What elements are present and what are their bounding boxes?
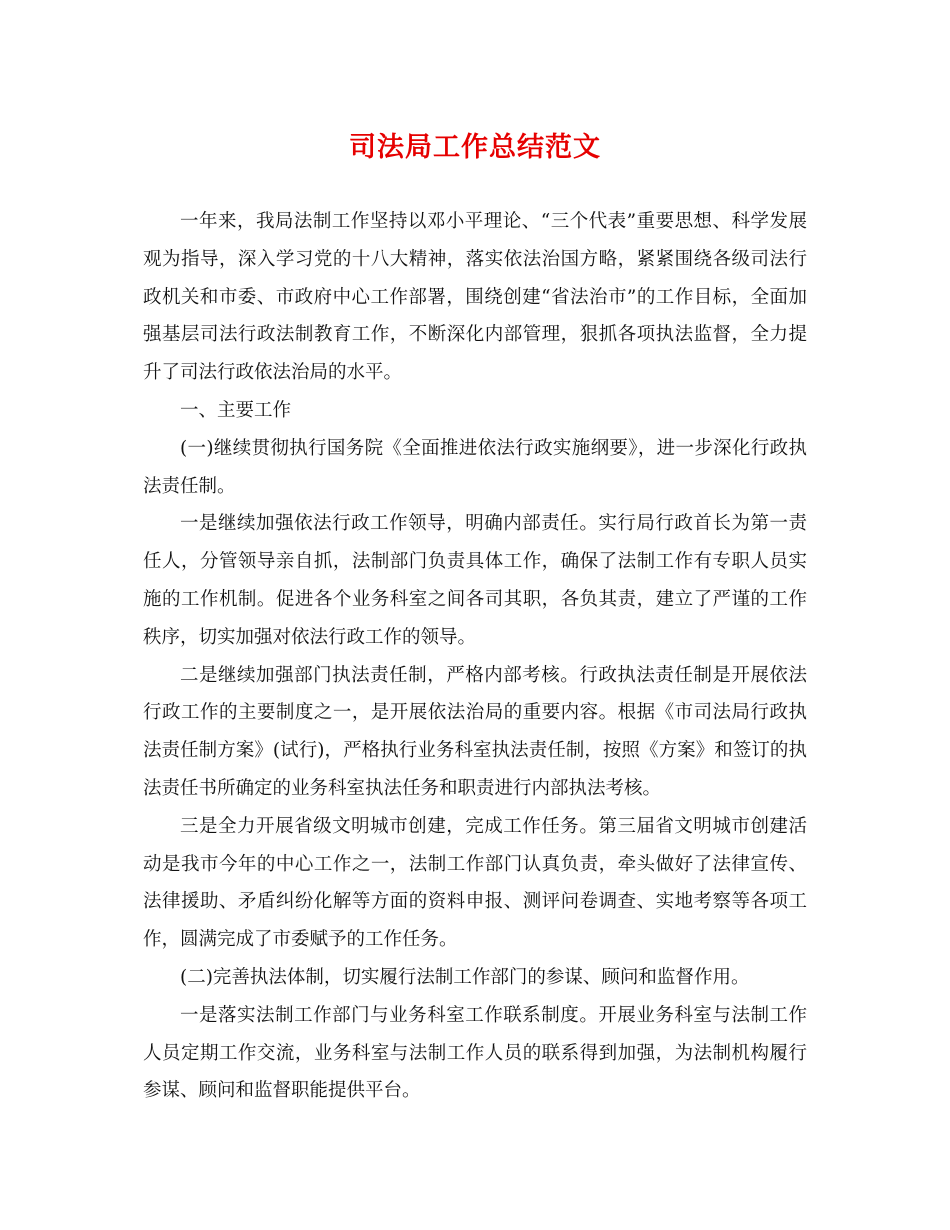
document-title: 司法局工作总结范文 bbox=[349, 132, 601, 163]
paragraph-point-1: 一是继续加强依法行政工作领导，明确内部责任。实行局行政首长为第一责任人，分管领导亲自抓，法制部门负责具体工作，确保了法制工作有专职人员实施的工作机制。促进各个业务科室之间各司其职，各负其责，建立了严谨的工作秩序，切实加强对依法行政工作的领导。 bbox=[143, 513, 807, 648]
subsection-heading-1: (一)继续贯彻执行国务院《全面推进依法行政实施纲要》，进一步深化行政执法责任制。 bbox=[143, 437, 807, 497]
paragraph-point-3: 三是全力开展省级文明城市创建，完成工作任务。第三届省文明城市创建活动是我市今年的中心工作之一，法制工作部门认真负责，牵头做好了法律宣传、法律援助、矛盾纠纷化解等方面的资料申报、测评问卷调查、实地考察等各项工作，圆满完成了市委赋予的工作任务。 bbox=[143, 815, 807, 951]
paragraph-point-4: 一是落实法制工作部门与业务科室工作联系制度。开展业务科室与法制工作人员定期工作交流，业务科室与法制工作人员的联系得到加强，为法制机构履行参谋、顾问和监督职能提供平台。 bbox=[143, 1004, 807, 1102]
subsection-heading-2: (二)完善执法体制，切实履行法制工作部门的参谋、顾问和监督作用。 bbox=[180, 966, 750, 988]
paragraph-intro: 一年来，我局法制工作坚持以邓小平理论、“三个代表”重要思想、科学发展观为指导，深入学习党的十八大精神，落实依法治国方略，紧紧围绕各级司法行政机关和市委、市政府中心工作部署，围绕创建“省法治市”的工作目标，全面加强基层司法行政法制教育工作，不断深化内部管理，狠抓各项执法监督，全力提升了司法行政依法治局的水平。 bbox=[143, 211, 807, 384]
document-body bbox=[143, 203, 807, 1110]
paragraph-point-2: 二是继续加强部门执法责任制，严格内部考核。行政执法责任制是开展依法行政工作的主要制度之一，是开展依法治局的重要内容。根据《市司法局行政执法责任制方案》(试行)，严格执行业务科室执法责任制，按照《方案》和签订的执法责任书所确定的业务科室执法任务和职责进行内部执法考核。 bbox=[143, 664, 807, 799]
section-heading-main-work: 一、主要工作 bbox=[180, 399, 292, 421]
